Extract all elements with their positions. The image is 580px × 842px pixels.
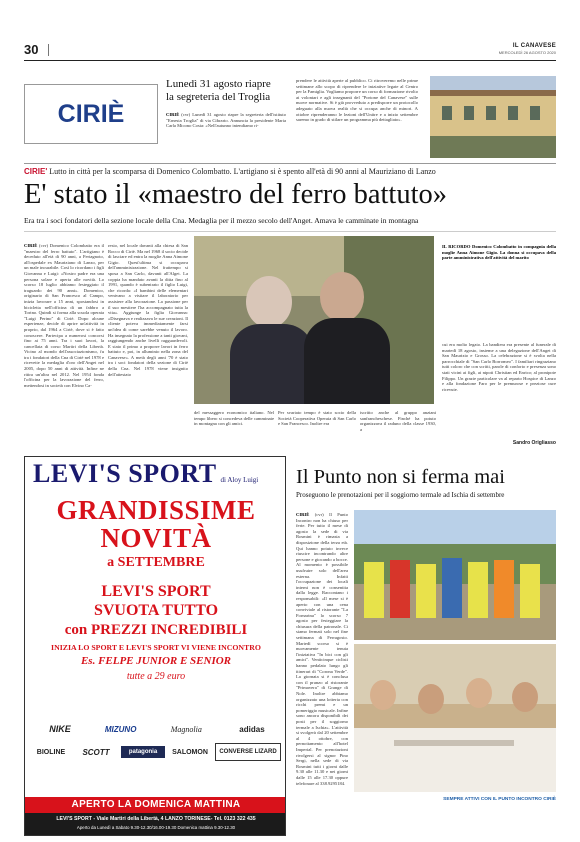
page-header: [24, 44, 556, 58]
subheadline-rule: [24, 231, 556, 232]
patagonia-logo: patagonia: [121, 746, 165, 758]
main-col3: del messaggero economico italiano. Nel tempo libero si concedeva delle camminate in montagna con gli amici.: [194, 410, 274, 427]
main-col1: CIRIÈ (cvr) Domenico Colombatto era il "maestro del ferro battuto". L'artigiano è deceduto all'età di 90 anni, a Fertagnoto, all'ospedale ex Mauriziano di Lanzo, per un male incurabile. Così lo ricordano i figli Giovanna e Luigi: «Nostro padre era una persona solare e aperta alle novità. Lo scorso 18 luglio abbiamo festeggiato il traguardo dei 90 anni». Domenico, originario di San Francesco al Campo, inizia lavorare a 15 anni, spostandosi in bicicletta nell'officina di un fabbro a Torino. Quindi si forma alla scuola operaia "Luigi Perino" di Ciriè. Dopo alcune esperienze, decide di aprire un'attività in proprio, dal 1964 a Ciriè, dove si è fatto conoscere. Partecipa a numerosi concorsi fino ai 75 anni. Tra i suoi lavori, la cancellata di corso Martiri della Libertà. Vicino al mondo dell'associazionismo, fu tra i fondatori della Cna di Ciriè nel 1978 e ricevette la medaglia d'oro dell'Anget nel 2005, dopo 50 anni di attività. Infine ne ritira un'altra nel 2012. Nel 1954 fonda l'officina per la lavorazione del ferro, mettendosi in società con Elvino Ca-: [24, 243, 104, 388]
levis-ad: [24, 456, 286, 836]
ad-logos-row1: [35, 719, 277, 739]
ad-line2: NOVITÀ: [100, 523, 212, 553]
ad-line1: GRANDISSIME: [56, 495, 256, 525]
magnolia-logo: Magnolia: [170, 724, 202, 734]
ad-hours: Aperto da Lunedì a Sabato 9.30-12.30/16.00-19.30 Domenica mattina 9.30-12.30: [76, 825, 236, 830]
page-number: 30: [24, 42, 39, 57]
ad-line9: tutte a 29 euro: [126, 671, 186, 682]
ad-logos-row2: [31, 741, 281, 763]
main-col4: Per svariato tempo è stato socio della Società Cooperativa Operaia di San Carlo e San Francesco. Inoltre era: [278, 410, 356, 427]
header-divider: [48, 44, 49, 56]
top-story-col1: CIRIÈ (cvr) Lunedì 31 agosto riapre la segreteria dell'istituto "Ernesta Troglia" di via Cibrario. Annuncia la presidente Maria Carla Micono Costa: «Nell'autunno intendiamo ri-: [166, 112, 286, 129]
punto-subheadline: Proseguono le prenotazioni per il soggiorno termale ad Ischia di settembre: [296, 491, 505, 499]
top-headline: Lunedì 31 agosto riapre la segreteria del Troglia: [166, 78, 271, 103]
section-title: CIRIÈ: [57, 99, 125, 128]
building-photo: [430, 76, 556, 158]
nike-logo: NIKE: [49, 724, 71, 734]
ad-line8: Es. FELPE JUNIOR E SENIOR: [80, 655, 232, 667]
masthead: IL CANAVESE: [512, 43, 556, 49]
top-story-col2: prendere le attività aperte al pubblico. Ci ritroveremo nelle prime settimane allo scopo di riprendere le iniziative legate al Centro per la Famiglia. Vogliamo proporre un corso di formazione rivolto ai volontari e agli insegnanti del "Portone del Canavese" sulle nuove normative. Si è già provveduto a predisporre un protocollo adeguato alla nuova realtà che si occupa anche di minori. A ottobre riprenderanno le lezioni dell'Unitre e a inizio settembre saremo in grado di stilare un programma più dettagliato».: [296, 78, 418, 123]
header-rule: [24, 60, 556, 61]
bioline-logo: BIOLINE: [36, 748, 66, 756]
byline: Sandro Origliasso: [512, 440, 556, 446]
main-col5: iscritto anche al gruppo anziani sanfrancheschese. Finché ha potuto organizzava il raduno della classe 1930, a: [360, 410, 436, 432]
ad-line4: LEVI'S SPORT: [101, 583, 211, 600]
mizuno-logo: MIZUNO: [104, 724, 137, 734]
couple-photo: [194, 236, 434, 404]
scott-logo: SCOTT: [82, 747, 110, 757]
ad-line7: INIZIA LO SPORT E LEVI'S SPORT VI VIENE INCONTRO: [51, 643, 261, 652]
punto-text: CIRIÈ (cvr) Il Punto Incontro non ha chiuso per ferie. Per tutto il mese di agosto la sede di via Rosmini è rimasta a disposizione della terza età. Qui hanno potuto invece riuscire incontrando altre persone e giocando a bocce. Al momento è possibile usufruire solo dell'area esterna. Infatti l'occupazione dei locali interni non è consentita dalla legge. Raccontano i responsabili: «Il mese si è aperto con una cena conviviale al ristorante "La Fornarina" lo scorso 7 agosto per festeggiare la chiusura della patronale. Ci siamo fermati solo nel fine settimana di Ferragosto. Martedì scorso si è nuovamente tenuta l'iniziativa "In bici con gli amici". Venticinque ciclisti hanno pedalato lungo gli itinerari di "Corona Verde". La giornata si è conclusa con il pranzo al ristorante "Primavera" di Grange di Nole. Inoltre abbiamo organizzato una lotteria con ricchi premi e un pomeriggio musicale. Infine sono ancora disponibili dei posti per il soggiorno termale a Ischia». L'attività si svolgerà dal 20 settembre al 4 ottobre, con pernottamento all'hotel Imperial. Per prenotazioni rivolgersi al signor Pino Sergi, nella sede di via Rosmini tutti i giorni dalle 9.30 alle 11.30 e nei giorni dalle 15 alle 17.30 oppure telefonare al 338.9295184.: [296, 512, 348, 786]
punto-headline: Il Punto non si ferma mai: [296, 466, 505, 488]
cyclists-photo: [354, 510, 556, 640]
section-box: [24, 84, 158, 144]
photo-caption: IL RICORDO Domenico Colombatto in compagnia della moglie Anna Aimone Gigio. La donna si occupava della parte amministrativa dell'attività del marito: [442, 244, 556, 261]
kicker: CIRIE' Lutto in città per la scomparsa di Domenico Colombatto. L'artigiano si è spento all'età di 90 anni al Mauriziano di Lanzo: [24, 167, 436, 176]
ad-line5: SVUOTA TUTTO: [93, 602, 219, 619]
main-col6: cui era molto legato. La bandiera era presente al funerale di martedì 18 agosto, insieme a una delegazione dell'Anget di San Maurizio e Grosso. La celebrazione si è svolta nella parrocchiale di "San Carlo Borromeo". I familiari ringraziano tutti coloro che con scritti, parole di conforto e presenza sono stati vicini ai figli, ai nipoti Christian ed Enrico; al pronipote Filippo. Un grazie particolare va al reparto Hospice di Lanzo e alla fondazione Faro per le premurose e preziose cure ricevute.: [442, 342, 556, 392]
dinner-photo: [354, 644, 556, 792]
main-headline: E' stato il «maestro del ferro battuto»: [24, 179, 448, 210]
ad-line6: con PREZZI INCREDIBILI: [64, 622, 248, 638]
ad-brand: LEVI'S SPORT di Aloy Luigi: [33, 459, 259, 488]
punto-caption: SEMPRE ATTIVI CON IL PUNTO INCONTRO CIRIÈ: [443, 797, 556, 802]
converse-lizard-logo: CONVERSE LIZARD: [215, 743, 281, 761]
ad-banner: APERTO LA DOMENICA MATTINA: [25, 797, 286, 813]
ad-line3: a SETTEMBRE: [107, 555, 205, 570]
top-story-rule: [24, 163, 556, 164]
ad-footer: [25, 813, 286, 836]
adidas-logo: adidas: [239, 724, 265, 734]
salomon-logo: SALOMON: [172, 748, 208, 756]
header-date: MERCOLEDÌ 26 AGOSTO 2020: [498, 50, 556, 55]
main-subheadline: Era tra i soci fondatori della sezione locale della Cna. Medaglia per il mezzo secolo dell'Anget. Amava le camminate in montagna: [24, 216, 419, 225]
main-col2: resio, nel locale davanti alla chiesa di San Rocco di Ciriè. Ma nel 1968 il socio decide di lasciare ed entra la moglie Anna Aimone Gigio. Quest'ultima si occupava dell'amministrazione. Nel frattempo si sposa a San Carlo, davanti all'Alget. La coppia ha mandato avanti la ditta fino al 1991, quando è subentrato il figlio Luigi, che ricorda: «I bambini delle elementari venivano a visitare il laboratorio per assistere alla lavorazione. La passione per il suo mestiere l'ha accompagnato tutta la vita». Aggiunge la figlia Giovanna: «Disegnava e realizzava le sue creazioni. Il cliente poteva immediatamente farsi un'idea di come sarebbe venuto il lavoro. Ha insegnato la professione a tanti giovani, raggiungendo anche livelli ragguardevoli. E stato il primo a proporre lavori in ferro battuto e, poi, in alluminio nella zona del Canavese». A metà degli anni '70 è stato tra i soci fondatori della sezione di Ciriè della Cna. Nel 1978 viene insignito dell'attestato: [108, 243, 188, 377]
ad-address: LEVI'S SPORT - Viale Martiri della Libertà, 4 LANZO TORINESE- Tel. 0123 322 435: [56, 816, 256, 822]
